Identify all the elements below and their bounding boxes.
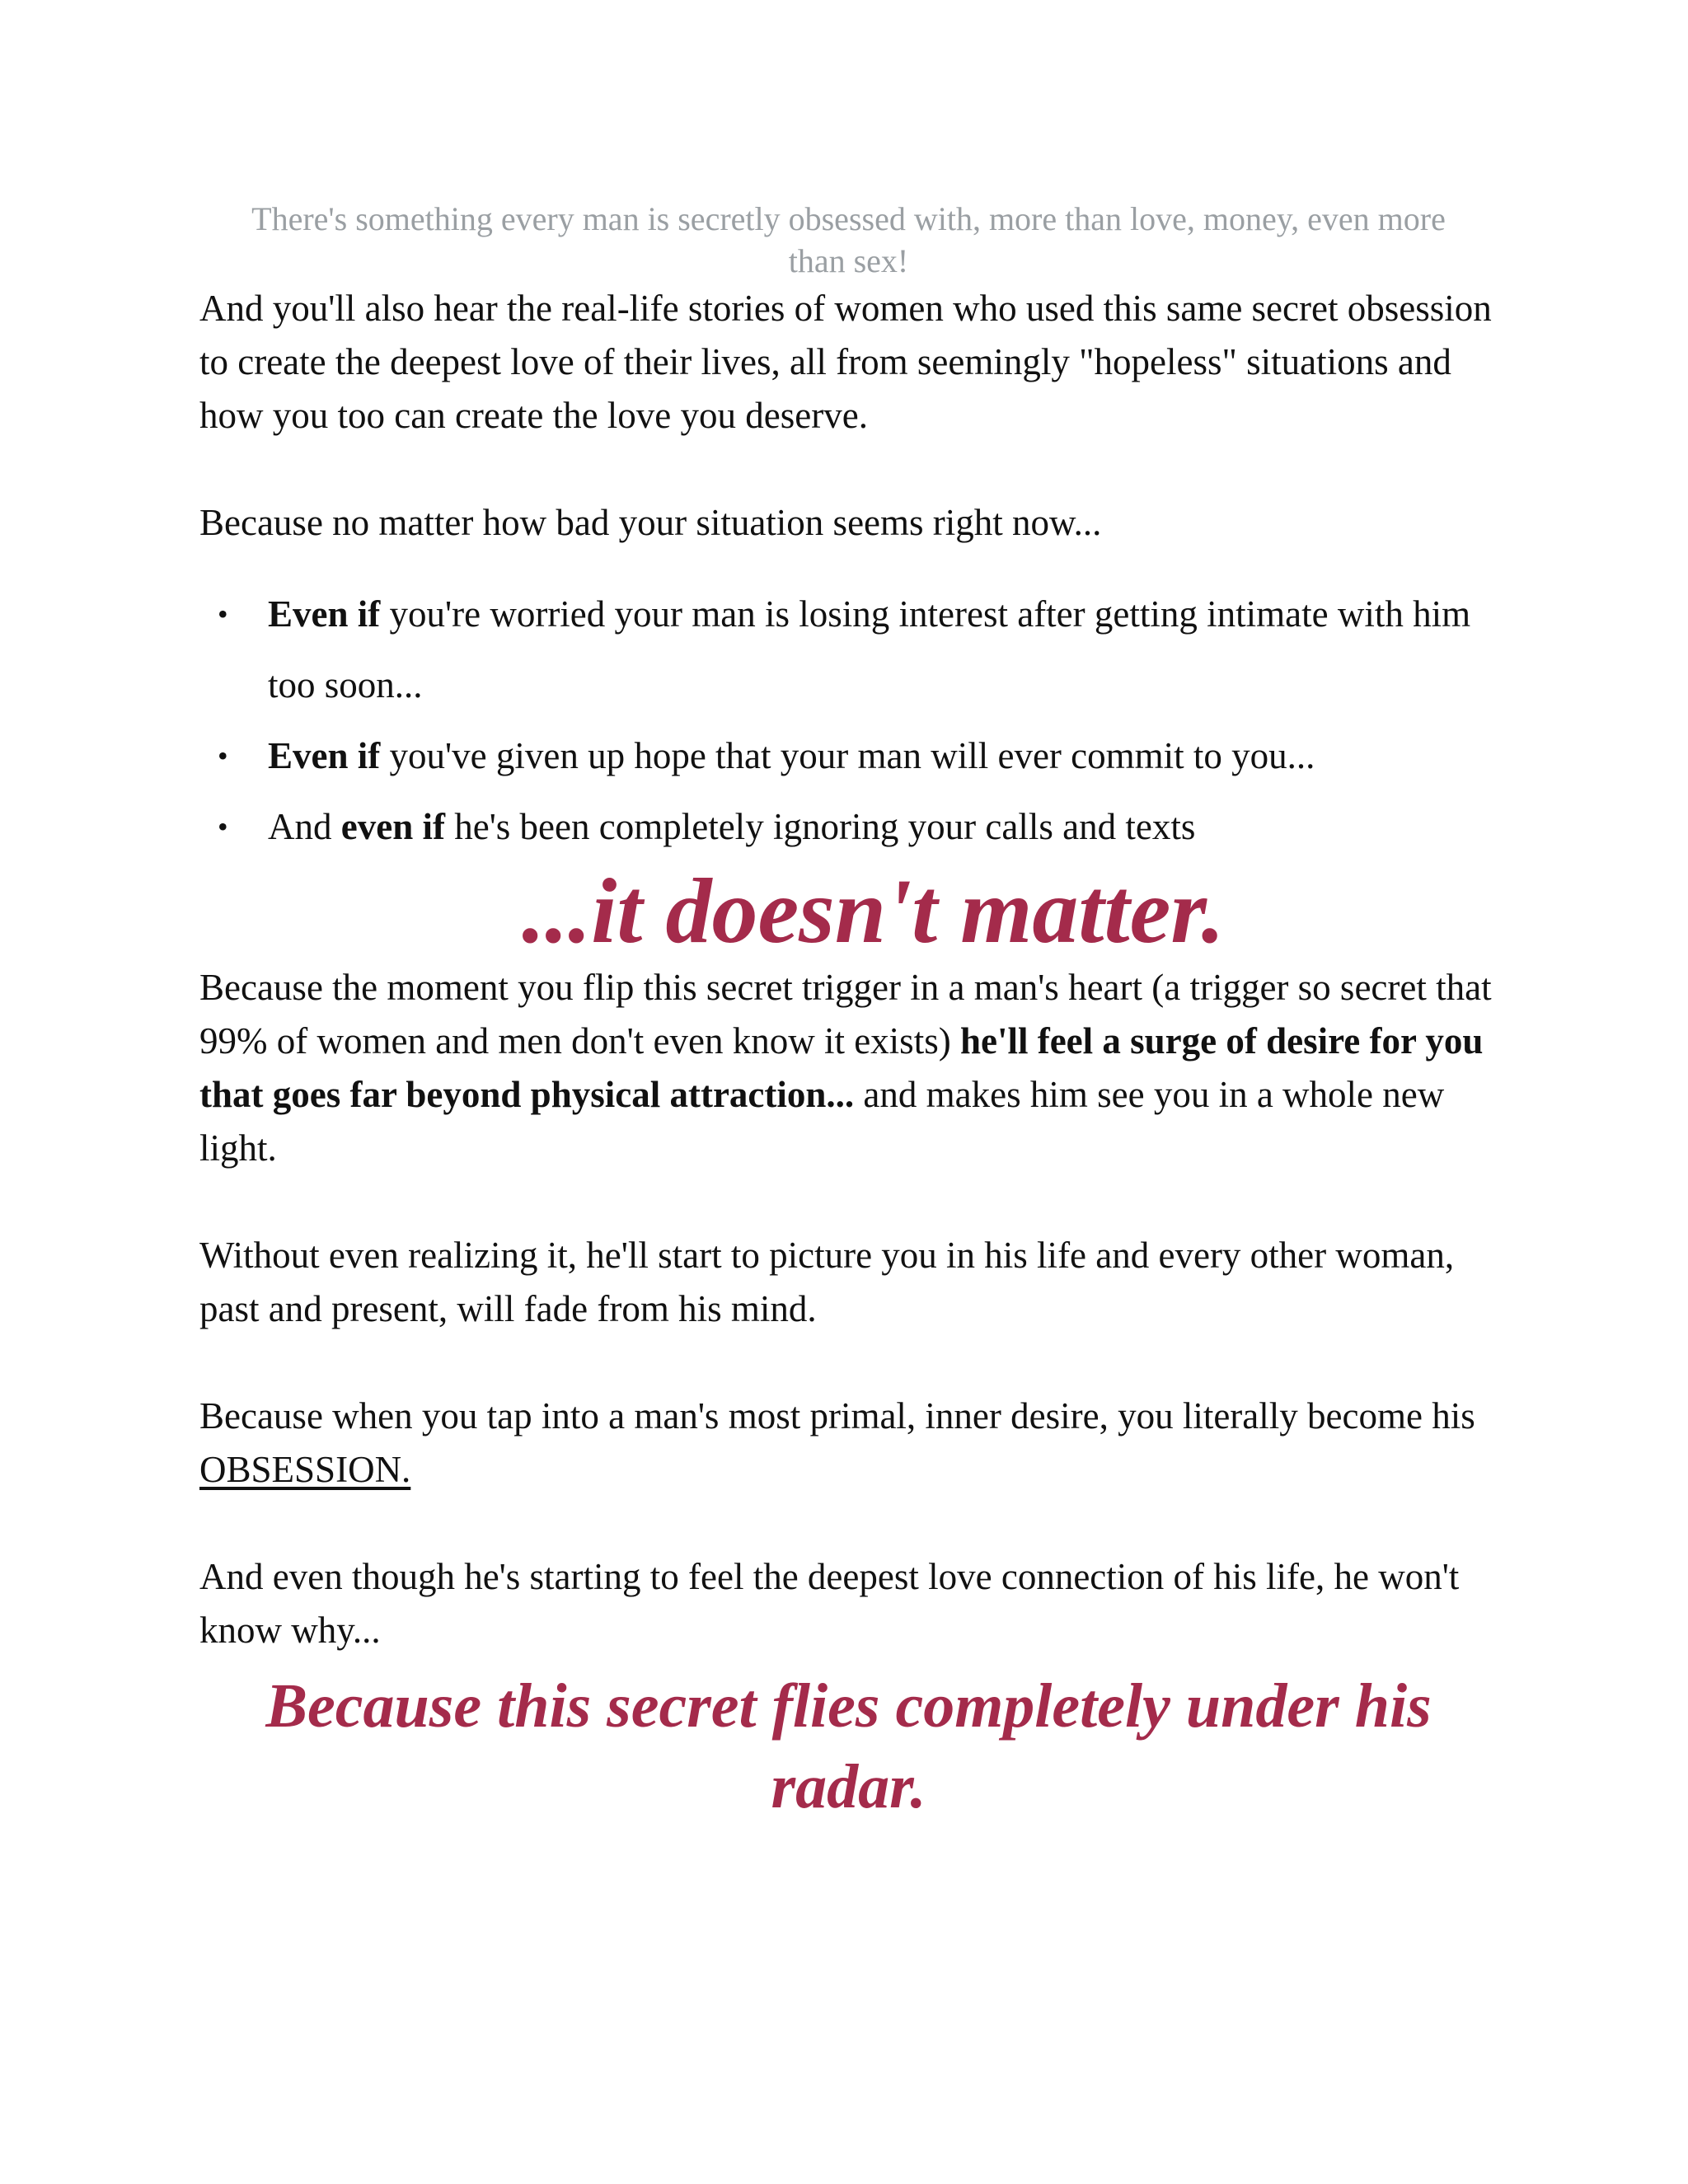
spacer (199, 1336, 1498, 1390)
bullet-icon: • (218, 598, 228, 630)
trigger-paragraph (199, 961, 1498, 1175)
list-item-lead: And (268, 806, 341, 847)
without-realizing-paragraph: Without even realizing it, he'll start to picture you in his life and every other woman, past and present, will fade from his mind. (199, 1235, 1455, 1329)
list-item-bold: Even if (268, 735, 381, 776)
trigger-text-1: Because the moment you flip this secret trigger in a man's heart (a trigger so secret that 99% of women and men don't even know it exists) (199, 967, 1492, 1062)
primal-desire-paragraph (199, 1390, 1498, 1497)
trigger-bold-text: he'll feel a surge of desire for you that goes far beyond physical attraction... (199, 1020, 1484, 1115)
list-item (199, 720, 1498, 791)
spacer (199, 1175, 1498, 1229)
list-item-rest: you've given up hope that your man will ever commit to you... (380, 735, 1315, 776)
tagline: There's something every man is secretly obsessed with, more than love, money, even more than sex! (251, 200, 1446, 279)
primal-desire-text: Because when you tap into a man's most primal, inner desire, you literally become his (199, 1395, 1475, 1436)
list-item-bold: even if (340, 806, 445, 847)
even-though-paragraph: And even though he's starting to feel the deepest love connection of his life, he won't know why... (199, 1556, 1460, 1651)
spacer (199, 1497, 1498, 1550)
intro-paragraph: And you'll also hear the real-life stories of women who used this same secret obsession to create the deepest love of their lives, all from seemingly "hopeless" situations and how you too can create the love you deserve. (199, 288, 1492, 436)
spacer (199, 443, 1498, 496)
bullet-icon: • (218, 739, 228, 772)
headline-under-his-radar: Because this secret flies completely under his radar. (265, 1671, 1432, 1821)
document-body (199, 198, 1498, 1827)
list-item-rest: he's been completely ignoring your calls and texts (444, 806, 1196, 847)
list-item-bold: Even if (268, 593, 381, 635)
list-item (199, 791, 1498, 862)
even-if-list (199, 579, 1498, 862)
bullet-icon: • (218, 810, 228, 843)
list-item (199, 579, 1498, 720)
trigger-text-2: and makes him see you in a whole new light. (199, 1074, 1445, 1169)
because-no-matter-paragraph: Because no matter how bad your situation seems right now... (199, 502, 1102, 543)
obsession-link[interactable]: OBSESSION. (199, 1449, 411, 1490)
list-item-rest: you're worried your man is losing interest after getting intimate with him too soon... (268, 593, 1471, 705)
headline-it-doesnt-matter: ...it doesn't matter. (522, 860, 1225, 963)
